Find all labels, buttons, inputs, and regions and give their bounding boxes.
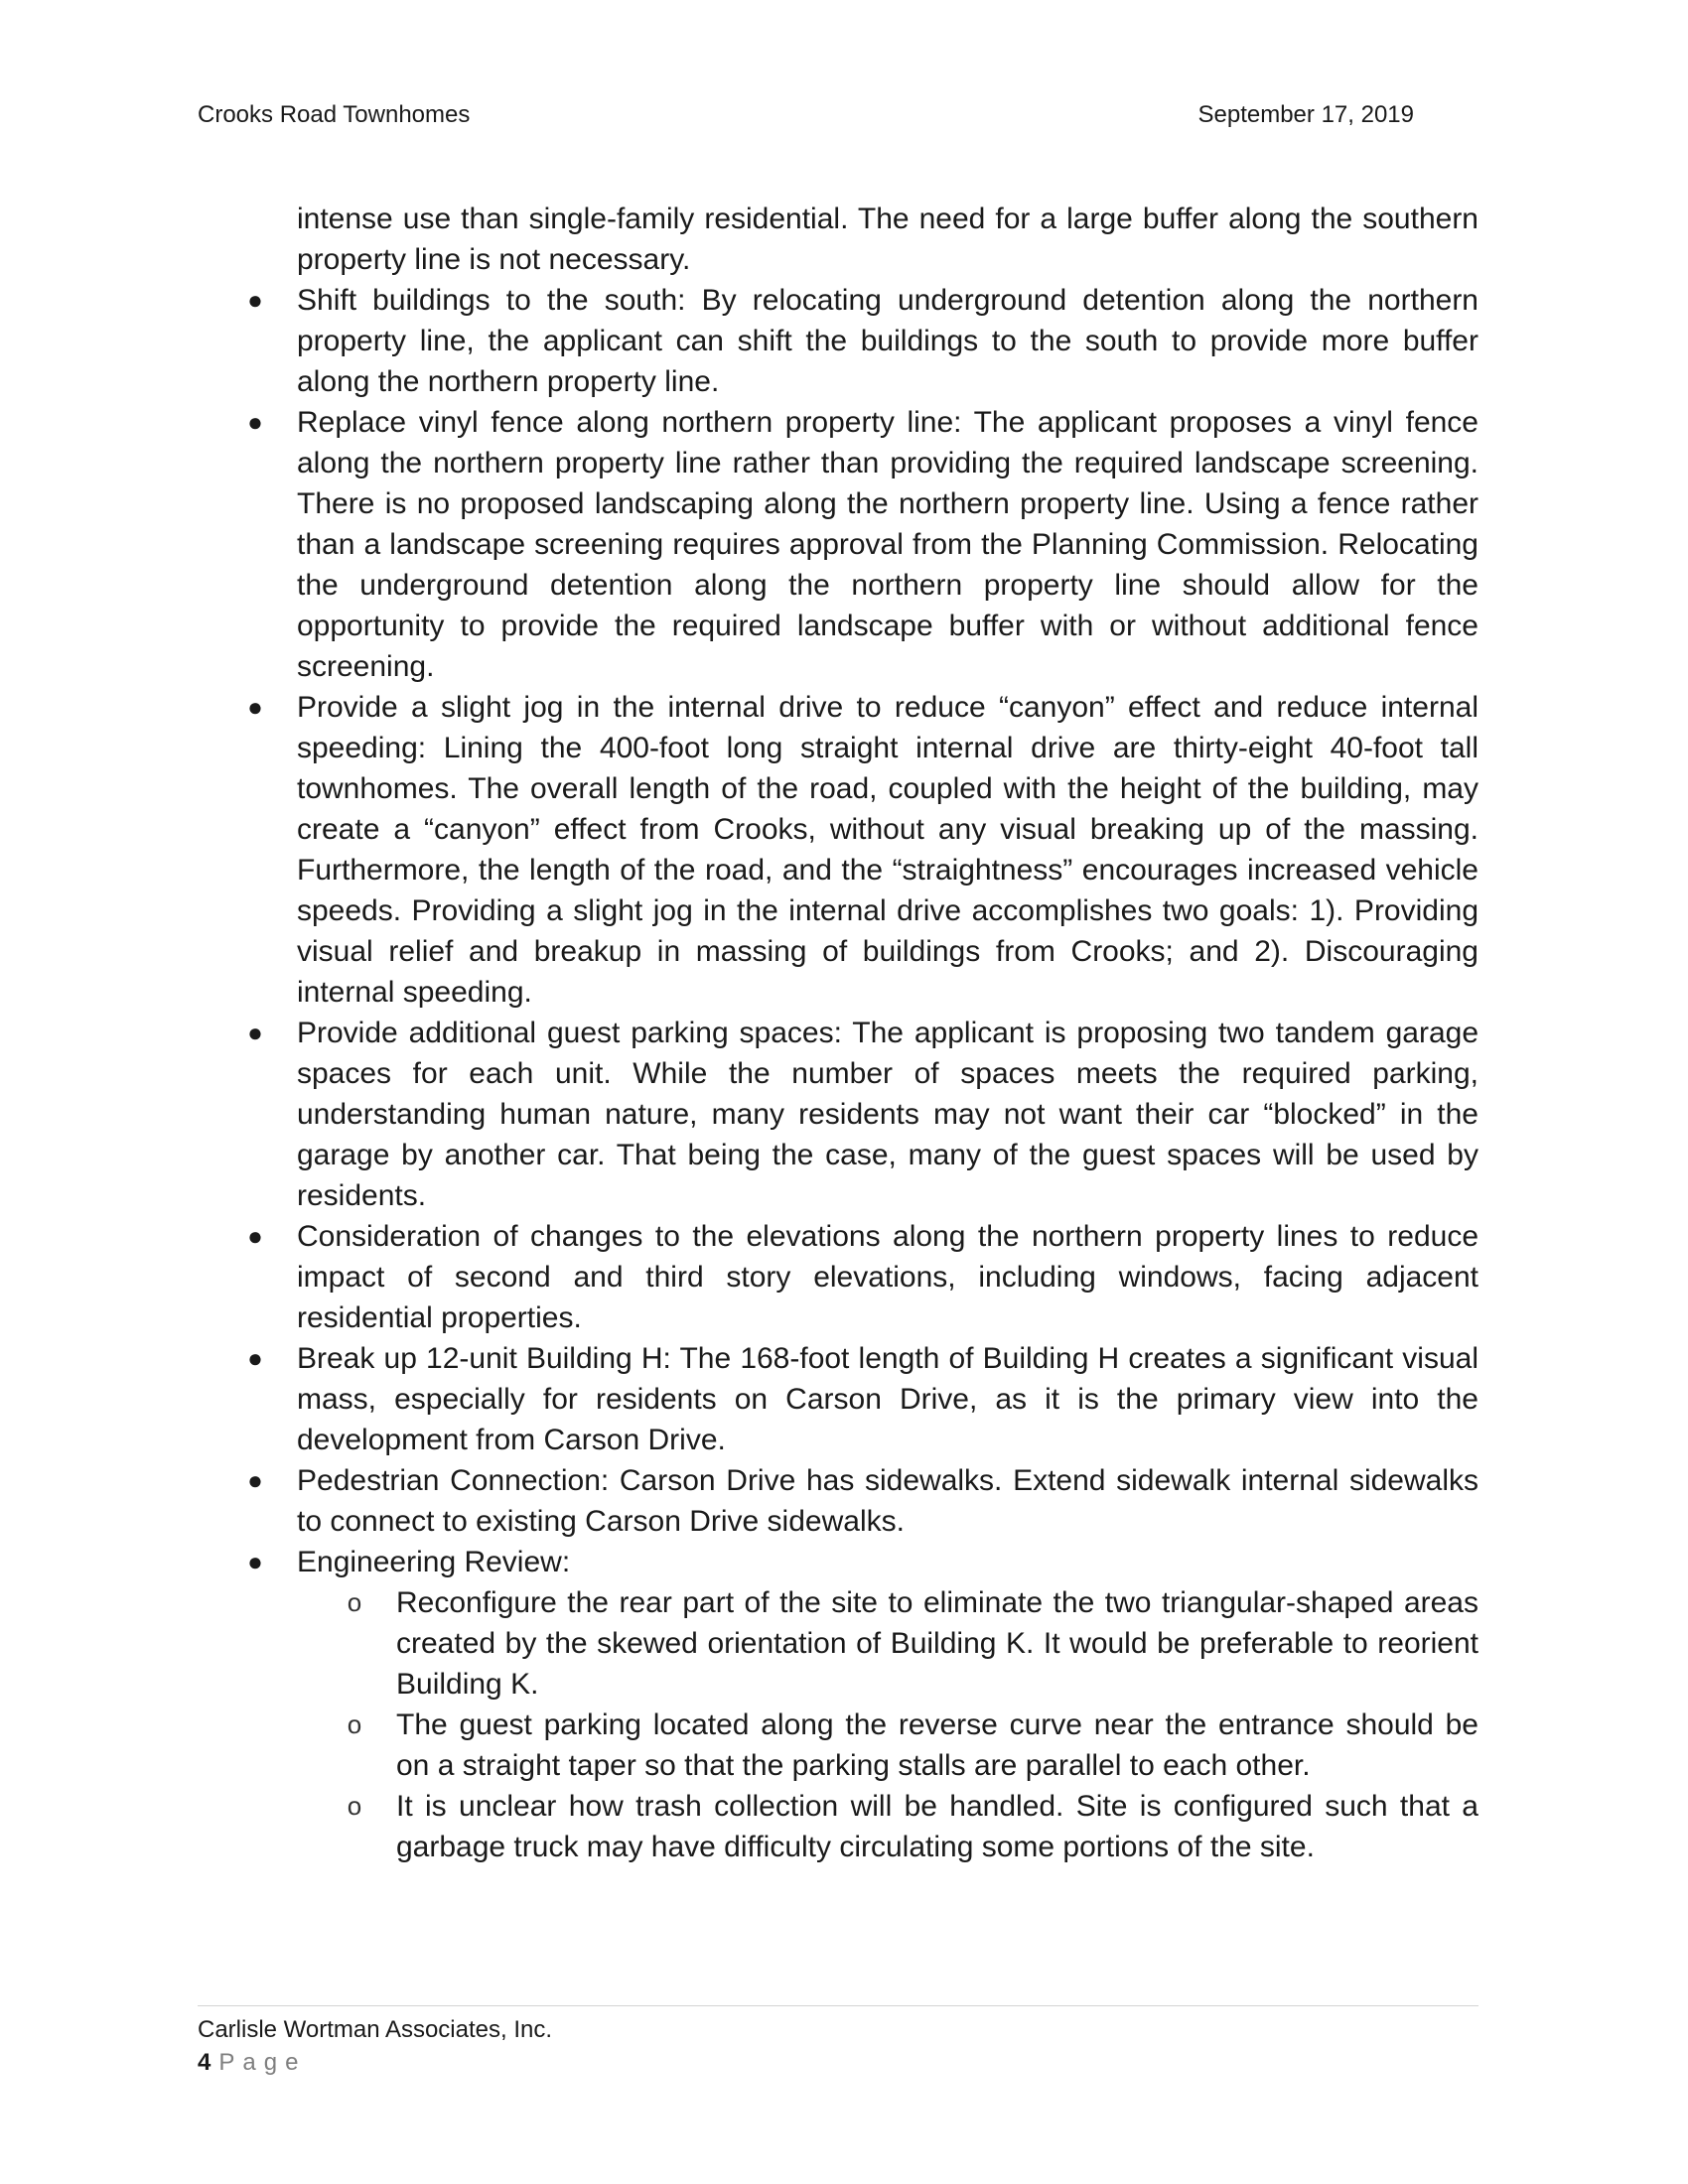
document-title: Crooks Road Townhomes bbox=[198, 101, 471, 128]
sub-list-item-text: It is unclear how trash collection will be handled. Site is configured such that a garbage truck may have difficulty circulating some portions of the site. bbox=[396, 1790, 1478, 1863]
sub-list-item bbox=[297, 1786, 1478, 1867]
hollow-bullet-icon: o bbox=[347, 1587, 362, 1617]
document-date: September 17, 2019 bbox=[1197, 101, 1414, 128]
footer-company: Carlisle Wortman Associates, Inc. bbox=[198, 2016, 553, 2043]
document-body bbox=[198, 199, 1478, 1867]
list-item-text: Consideration of changes to the elevations along the northern property lines to reduce impact of second and third story elevations, including windows, facing adjacent residential properties. bbox=[297, 1220, 1478, 1334]
list-item bbox=[198, 1542, 1478, 1867]
list-item-text: Engineering Review: bbox=[297, 1546, 571, 1578]
bullet-icon: ● bbox=[247, 285, 263, 315]
sub-list-item bbox=[297, 1582, 1478, 1705]
bullet-icon: ● bbox=[247, 692, 263, 722]
bullet-icon: ● bbox=[247, 1221, 263, 1251]
bullet-icon: ● bbox=[247, 1343, 263, 1373]
list-item bbox=[198, 1338, 1478, 1460]
list-item bbox=[198, 1216, 1478, 1338]
list-item-text: Shift buildings to the south: By relocating underground detention along the northern property line, the applicant can shift the buildings to the south to provide more buffer along the northern property line. bbox=[297, 284, 1478, 398]
bullet-icon: ● bbox=[247, 1465, 263, 1495]
list-item bbox=[198, 1460, 1478, 1542]
list-item bbox=[198, 280, 1478, 402]
list-item bbox=[198, 402, 1478, 687]
page-indicator bbox=[198, 2046, 1478, 2080]
sub-list-item bbox=[297, 1705, 1478, 1786]
sub-list-item-text: Reconfigure the rear part of the site to eliminate the two triangular-shaped areas created by the skewed orientation of Building K. It would be preferable to reorient Building K. bbox=[396, 1586, 1478, 1701]
footer-divider bbox=[198, 2005, 1478, 2006]
list-item bbox=[198, 1013, 1478, 1216]
page-label: Page bbox=[218, 2049, 307, 2076]
bullet-icon: ● bbox=[247, 407, 263, 437]
continued-paragraph: intense use than single-family residential. The need for a large buffer along the southern property line is not necessary. bbox=[297, 203, 1478, 276]
list-item-text: Provide additional guest parking spaces: The applicant is proposing two tandem garage spaces for each unit. While the number of spaces meets the required parking, understanding human nature, many residents may not want their car “blocked” in the garage by another car. That being the case, many of the guest spaces will be used by residents. bbox=[297, 1017, 1478, 1212]
sub-list-item-text: The guest parking located along the reverse curve near the entrance should be on a straight taper so that the parking stalls are parallel to each other. bbox=[396, 1708, 1478, 1782]
hollow-bullet-icon: o bbox=[347, 1791, 362, 1821]
list-item-text: Provide a slight jog in the internal drive to reduce “canyon” effect and reduce internal speeding: Lining the 400-foot long straight internal drive are thirty-eight 40-foot tall townhomes. The overall length of the road, coupled with the height of the building, may create a “canyon” effect from Crooks, without any visual breaking up of the massing. Furthermore, the length of the road, and the “straightness” encourages increased vehicle speeds. Providing a slight jog in the internal drive accomplishes two goals: 1). Providing visual relief and breakup in massing of buildings from Crooks; and 2). Discouraging internal speeding. bbox=[297, 691, 1478, 1009]
hollow-bullet-icon: o bbox=[347, 1709, 362, 1739]
list-item bbox=[198, 687, 1478, 1013]
bullet-icon: ● bbox=[247, 1018, 263, 1047]
engineering-review-list bbox=[297, 1582, 1478, 1867]
list-item-text: Replace vinyl fence along northern property line: The applicant proposes a vinyl fence along the northern property line rather than providing the required landscape screening. There is no proposed landscaping along the northern property line. Using a fence rather than a landscape screening requires approval from the Planning Commission. Relocating the underground detention along the northern property line should allow for the opportunity to provide the required landscape buffer with or without additional fence screening. bbox=[297, 406, 1478, 683]
page-footer bbox=[198, 2005, 1478, 2080]
page-number: 4 bbox=[198, 2049, 211, 2076]
bullet-icon: ● bbox=[247, 1547, 263, 1576]
recommendation-list bbox=[198, 280, 1478, 1867]
page-header bbox=[198, 99, 1414, 139]
list-item-text: Break up 12-unit Building H: The 168-foot length of Building H creates a significant visual mass, especially for residents on Carson Drive, as it is the primary view into the development from Carson Drive. bbox=[297, 1342, 1478, 1456]
list-item-text: Pedestrian Connection: Carson Drive has sidewalks. Extend sidewalk internal sidewalks to connect to existing Carson Drive sidewalks. bbox=[297, 1464, 1478, 1538]
